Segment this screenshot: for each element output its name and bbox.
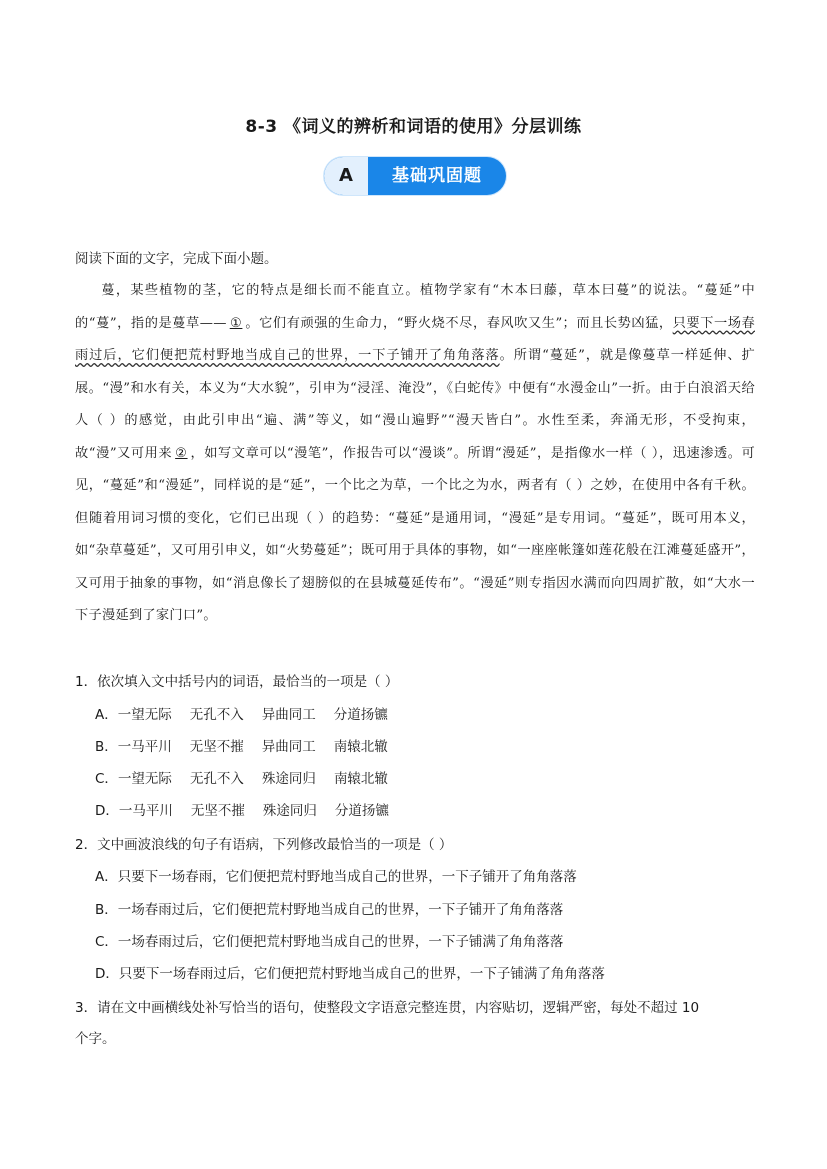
- option-word: 殊途同归: [262, 803, 317, 819]
- question-2-stem: 2．文中画波浪线的句子有语病，下列修改最恰当的一项是（ ）: [75, 837, 453, 853]
- blank-1: ①: [229, 315, 243, 331]
- badge-letter: A: [339, 165, 353, 186]
- option-word: 无孔不入: [189, 707, 244, 723]
- option-word: 异曲同工: [261, 707, 316, 723]
- badge-text: 基础巩固题: [392, 166, 482, 186]
- passage-part-3: 。所谓“蔓延”，就是像蔓草一样延伸、扩展。“漫”和水有关，本义为“大水貌”，引申为“浸淫、淹没”，《白蛇传》中便有“水漫金山”一折。由于白浪滔天给人（ ）的感觉，由此引申出“遍、满”等义，如“漫山遍野”“漫天皆白”。水性至柔，奔涌无形，不受拘束，故“漫”又可用来: [75, 348, 755, 461]
- q1-option-d[interactable]: [95, 799, 407, 819]
- q2-option-d[interactable]: D．只要下一场春雨过后，它们便把荒村野地当成自己的世界，一下子铺满了角角落落: [95, 966, 605, 982]
- option-word: 殊途同归: [261, 771, 316, 787]
- wavy-sentence: 只要下一场春雨过后，它们便把荒村野地当成自己的世界，一下子铺开了角角落落: [75, 315, 755, 363]
- option-word: 一马平川: [118, 803, 173, 819]
- option-word: 南辕北辙: [333, 739, 388, 755]
- option-label: A．: [95, 707, 118, 723]
- option-word: 异曲同工: [261, 739, 316, 755]
- section-badge: [324, 157, 506, 195]
- blank-2: ②: [175, 445, 188, 461]
- q1-option-b[interactable]: [95, 735, 406, 755]
- question-3-stem-cont: 个字。: [75, 1031, 116, 1047]
- q1-option-c[interactable]: [95, 767, 406, 787]
- option-word: 无孔不入: [189, 771, 244, 787]
- passage-part-4: ，如写文章可以“漫笔”，作报告可以“漫谈”。所谓“漫延”，是指像水一样（ ），迅速渗透。可见，“蔓延”和“漫延”，同样说的是“延”，一个比之为草，一个比之为水，两者有（ ）之妙，在使用中各有千秋。但随着用词习惯的变化，它们已出现（ ）的趋势：“蔓延”是通用词，“漫延”是专用词。“蔓延”，既可用本义，如“杂草蔓延”，又可用引申义，如“火势蔓延”；既可用于具体的事物，如“一座座帐篷如莲花般在江滩蔓延盛开”，又可用于抽象的事物，如“消息像长了翅膀似的在县城蔓延传布”。“漫延”则专指因水满而向四周扩散，如“大水一下子漫延到了家门口”。: [75, 445, 755, 623]
- option-word: 分道扬镳: [333, 707, 388, 723]
- q2-option-a[interactable]: A．只要下一场春雨，它们便把荒村野地当成自己的世界，一下子铺开了角角落落: [95, 869, 577, 885]
- q1-option-a[interactable]: [95, 703, 406, 723]
- option-word: 无坚不摧: [189, 739, 244, 755]
- option-label: C．: [95, 771, 118, 787]
- option-word: 分道扬镳: [334, 803, 389, 819]
- question-3-stem: 3．请在文中画横线处补写恰当的语句，使整段文字语意完整连贯，内容贴切，逻辑严密，每处不超过 10: [75, 1000, 700, 1016]
- question-1-stem: 1．依次填入文中括号内的词语，最恰当的一项是（ ）: [75, 674, 399, 690]
- option-word: 一望无际: [117, 771, 172, 787]
- reading-passage: [75, 275, 755, 633]
- q2-option-c[interactable]: C．一场春雨过后，它们便把荒村野地当成自己的世界，一下子铺满了角角落落: [95, 934, 564, 950]
- option-label: D．: [95, 803, 119, 819]
- option-word: 一马平川: [117, 739, 172, 755]
- option-word: 南辕北辙: [333, 771, 388, 787]
- option-word: 一望无际: [117, 707, 172, 723]
- intro-text: 阅读下面的文字，完成下面小题。: [75, 251, 278, 267]
- q2-option-b[interactable]: B．一场春雨过后，它们便把荒村野地当成自己的世界，一下子铺开了角角落落: [95, 902, 564, 918]
- passage-part-2: 。它们有顽强的生命力，“野火烧不尽，春风吹又生”；而且长势凶猛，: [245, 315, 673, 331]
- passage-part-1: 蔓，某些植物的茎，它的特点是细长而不能直立。植物学家有“木本曰藤，草本曰蔓”的说法。“蔓延”中的“蔓”，指的是蔓草——: [75, 283, 755, 331]
- option-word: 无坚不摧: [190, 803, 245, 819]
- page-title: 8-3 《词义的辨析和词语的使用》分层训练: [245, 117, 582, 137]
- option-label: B．: [95, 739, 118, 755]
